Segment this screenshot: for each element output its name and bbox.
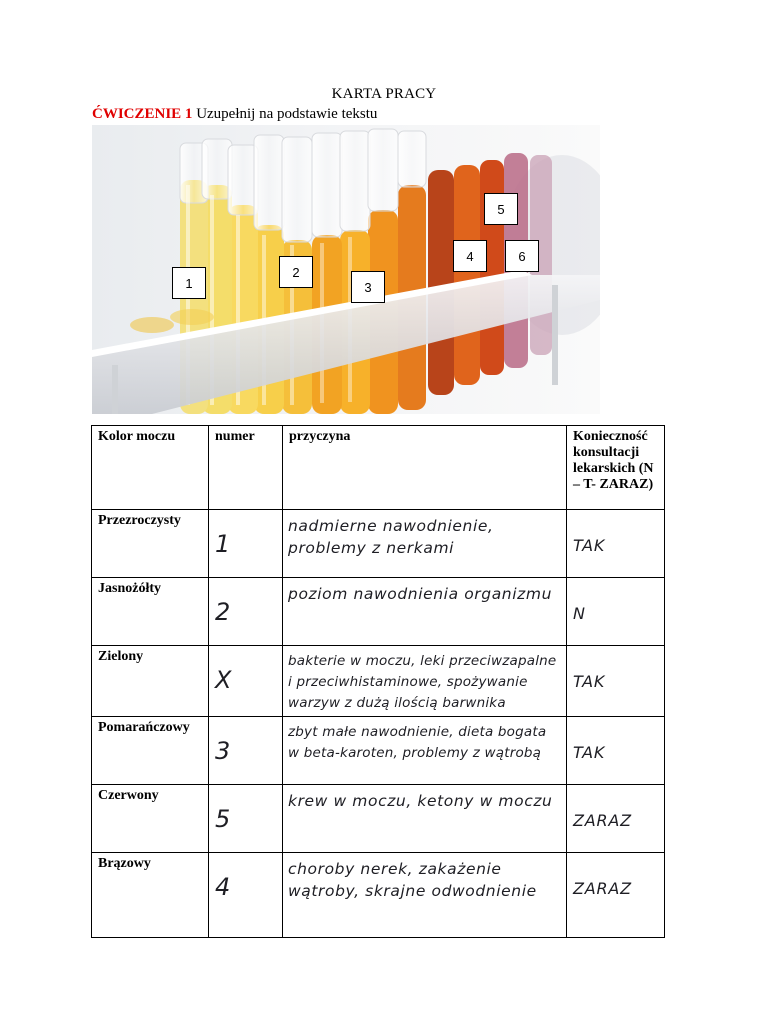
exercise-heading bbox=[92, 106, 377, 123]
header-consultation: Konieczność konsultacji lekarskich (N – T- ZARAZ) bbox=[567, 426, 665, 510]
photo-label-5: 5 bbox=[484, 193, 518, 225]
header-color: Kolor moczu bbox=[92, 426, 209, 510]
photo-label-4: 4 bbox=[453, 240, 487, 272]
row-color: Brązowy bbox=[92, 853, 209, 938]
header-number: numer bbox=[209, 426, 283, 510]
row-consultation: TAK bbox=[567, 510, 665, 578]
exercise-instruction: Uzupełnij na podstawie tekstu bbox=[196, 106, 378, 122]
row-cause: nadmierne nawodnienie, problemy z nerkami bbox=[283, 510, 567, 578]
urine-color-table bbox=[91, 425, 665, 938]
page-title: KARTA PRACY bbox=[331, 86, 437, 102]
row-consultation: TAK bbox=[567, 717, 665, 785]
row-color: Zielony bbox=[92, 646, 209, 717]
photo-label-2: 2 bbox=[279, 256, 313, 288]
row-consultation: ZARAZ bbox=[567, 785, 665, 853]
row-color: Czerwony bbox=[92, 785, 209, 853]
table-row bbox=[92, 578, 665, 646]
row-color: Pomarańczowy bbox=[92, 717, 209, 785]
table-row bbox=[92, 646, 665, 717]
row-color: Jasnożółty bbox=[92, 578, 209, 646]
row-number: 3 bbox=[209, 717, 283, 785]
photo-label-6: 6 bbox=[505, 240, 539, 272]
table-row bbox=[92, 785, 665, 853]
row-number: 5 bbox=[209, 785, 283, 853]
table-row bbox=[92, 717, 665, 785]
row-consultation: N bbox=[567, 578, 665, 646]
table-row bbox=[92, 510, 665, 578]
row-cause: choroby nerek, zakażenie wątroby, skrajne odwodnienie bbox=[283, 853, 567, 938]
row-number: X bbox=[209, 646, 283, 717]
row-number: 4 bbox=[209, 853, 283, 938]
row-cause: bakterie w moczu, leki przeciwzapalne i przeciwhistaminowe, spożywanie warzyw z dużą ilością barwnika bbox=[283, 646, 567, 717]
row-cause: krew w moczu, ketony w moczu bbox=[283, 785, 567, 853]
row-cause: zbyt małe nawodnienie, dieta bogata w beta-karoten, problemy z wątrobą bbox=[283, 717, 567, 785]
row-number: 2 bbox=[209, 578, 283, 646]
row-consultation: TAK bbox=[567, 646, 665, 717]
table-row bbox=[92, 853, 665, 938]
row-consultation: ZARAZ bbox=[567, 853, 665, 938]
photo-label-3: 3 bbox=[351, 271, 385, 303]
row-number: 1 bbox=[209, 510, 283, 578]
header-cause: przyczyna bbox=[283, 426, 567, 510]
exercise-label: ĆWICZENIE 1 bbox=[92, 106, 193, 122]
row-color: Przezroczysty bbox=[92, 510, 209, 578]
photo-label-1: 1 bbox=[172, 267, 206, 299]
table-header-row bbox=[92, 426, 665, 510]
row-cause: poziom nawodnienia organizmu bbox=[283, 578, 567, 646]
